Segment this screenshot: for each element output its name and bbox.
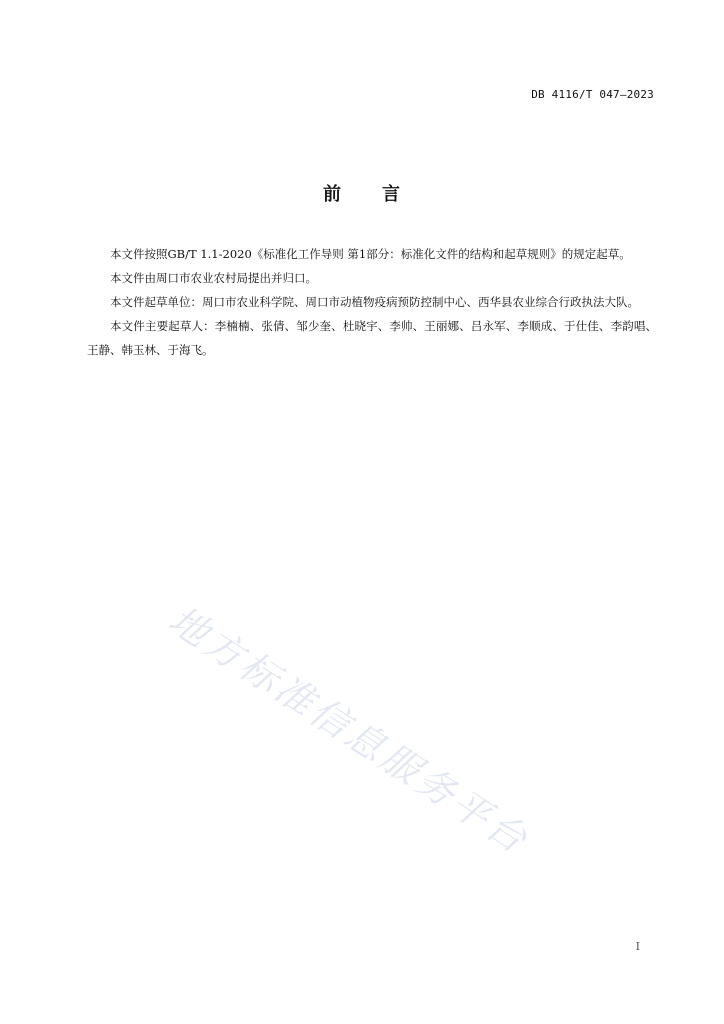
document-body — [87, 242, 657, 362]
paragraph-drafting-units: 本文件起草单位：周口市农业科学院、周口市动植物疫病预防控制中心、西华县农业综合行政执法大队。 — [110, 295, 639, 309]
paragraph-drafting-basis: 本文件按照GB/T 1.1-2020《标准化工作导则 第1部分：标准化文件的结构和起草规则》的规定起草。 — [110, 247, 631, 261]
page-title — [0, 180, 724, 206]
title-char-2: 言 — [382, 184, 401, 205]
paragraph-proposer: 本文件由周口市农业农村局提出并归口。 — [110, 271, 317, 285]
paragraph-drafters: 本文件主要起草人：李楠楠、张倩、邹少奎、杜晓宇、李帅、王丽娜、吕永军、李顺成、于仕佳、李韵唱、王静、韩玉林、于海飞。 — [87, 319, 657, 357]
document-code: DB 4116/T 047—2023 — [531, 88, 654, 101]
watermark: 地方标准信息服务平台 — [161, 597, 538, 864]
title-char-1: 前 — [323, 184, 342, 205]
page-number: I — [635, 940, 640, 953]
